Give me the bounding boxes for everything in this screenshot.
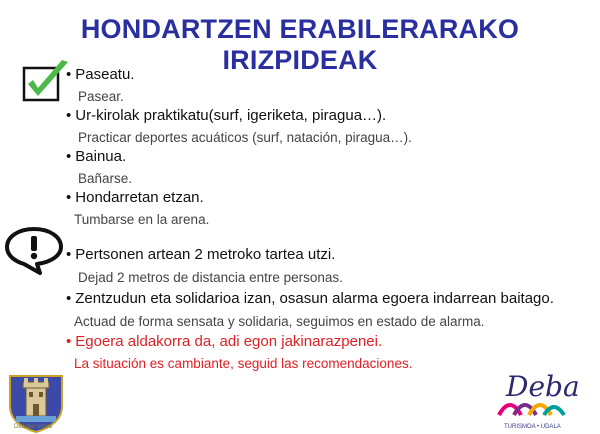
item-eu: Egoera aldakorra da, adi egon jakinarazpenei. — [75, 333, 383, 350]
item-eu: Pertsonen artean 2 metroko tartea utzi. — [75, 246, 336, 263]
bullet: • — [66, 333, 72, 350]
bullet: • — [66, 290, 72, 307]
list-item — [66, 148, 126, 165]
list-item — [66, 290, 554, 307]
item-es: Pasear. — [78, 89, 124, 104]
bullet: • — [66, 246, 72, 263]
bullet: • — [66, 107, 72, 124]
exclamation-speech-bubble-icon — [4, 226, 64, 276]
deba-logo-text: Deba — [506, 370, 580, 403]
deba-logo-caption: TURISMOA • UDALA — [504, 424, 561, 430]
item-eu: Bainua. — [75, 148, 127, 165]
list-item — [66, 246, 335, 263]
list-item — [66, 189, 204, 206]
item-eu: Paseatu. — [75, 66, 135, 83]
list-item — [66, 107, 386, 124]
item-eu: Ur-kirolak praktikatu(surf, igeriketa, piragua…). — [75, 107, 387, 124]
page-title: HONDARTZEN ERABILERARAKO IRIZPIDEAK — [80, 14, 520, 75]
item-es: Practicar deportes acuáticos (surf, natación, piragua…). — [78, 130, 412, 145]
item-es: La situación es cambiante, seguid las recomendaciones. — [74, 356, 413, 371]
logo-caption: Debako Udala — [14, 424, 53, 430]
bullet: • — [66, 66, 72, 83]
item-eu: Hondarretan etzan. — [75, 189, 204, 206]
bullet: • — [66, 189, 72, 206]
item-es: Dejad 2 metros de distancia entre personas. — [78, 270, 343, 285]
list-item-highlight — [66, 333, 382, 350]
item-es: Bañarse. — [78, 171, 133, 186]
bullet: • — [66, 148, 72, 165]
checkbox-checked-icon — [20, 58, 72, 104]
item-eu: Zentzudun eta solidarioa izan, osasun alarma egoera indarrean baitago. — [75, 290, 554, 307]
item-es: Tumbarse en la arena. — [74, 212, 210, 227]
item-es: Actuad de forma sensata y solidaria, seguimos en estado de alarma. — [74, 314, 485, 329]
list-item — [66, 66, 134, 83]
